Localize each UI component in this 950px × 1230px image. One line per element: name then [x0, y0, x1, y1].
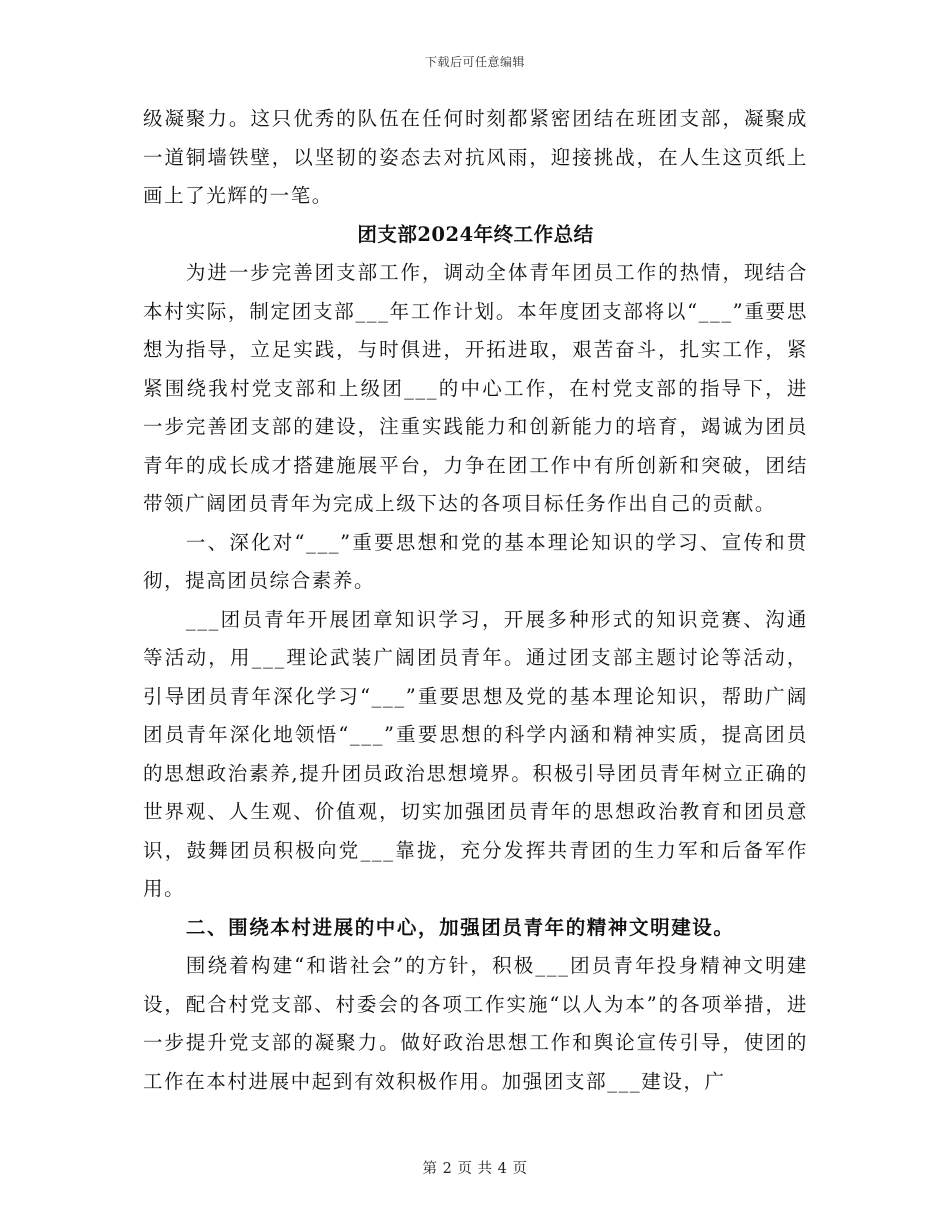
page-header: 下载后可任意编辑: [424, 55, 525, 69]
continuation-paragraph: 级凝聚力。这只优秀的队伍在任何时刻都紧密团结在班团支部，凝聚成一道铜墙铁壁，以坚韧的姿态去对抗风雨，迎接挑战，在人生这页纸上画上了光辉的一笔。: [143, 107, 808, 207]
page-footer: 第 2 页 共 4 页: [422, 1161, 528, 1177]
section-2-heading: 二、围绕本村进展的中心，加强团员青年的精神文明建设。: [185, 915, 735, 939]
intro-paragraph: 为进一步完善团支部工作，调动全体青年团员工作的热情，现结合本村实际，制定团支部___年工作计划。本年度团支部将以“___”重要思想为指导，立足实践，与时俱进，开拓进取，艰苦奋斗，扎实工作，紧紧围绕我村党支部和上级团___的中心工作，在村党支部的指导下，进一步完善团支部的建设，注重实践能力和创新能力的培育，竭诚为团员青年的成长成才搭建施展平台，力争在团工作中有所创新和突破，团结带领广阔团员青年为完成上级下达的各项目标任务作出自己的贡献。: [143, 261, 808, 515]
document-title: 团支部2024年终工作总结: [357, 222, 594, 246]
document-body: [143, 100, 808, 1101]
section-1-heading: 一、深化对“___”重要思想和党的基本理论知识的学习、宣传和贯彻，提高团员综合素养。: [143, 530, 808, 592]
section-1-body: ___团员青年开展团章知识学习，开展多种形式的知识竞赛、沟通等活动，用___理论武装广阔团员青年。通过团支部主题讨论等活动，引导团员青年深化学习“___”重要思想及党的基本理论知识，帮助广阔团员青年深化地领悟“___”重要思想的科学内涵和精神实质，提高团员的思想政治素养,提升团员政治思想境界。积极引导团员青年树立正确的世界观、人生观、价值观，切实加强团员青年的思想政治教育和团员意识，鼓舞团员积极向党___靠拢，充分发挥共青团的生力军和后备军作用。: [143, 607, 808, 900]
section-2-body: 围绕着构建“和谐社会”的方针，积极___团员青年投身精神文明建设，配合村党支部、村委会的各项工作实施“以人为本”的各项举措，进一步提升党支部的凝聚力。做好政治思想工作和舆论宣传引导，使团的工作在本村进展中起到有效积极作用。加强团支部___建设，广: [143, 954, 808, 1093]
